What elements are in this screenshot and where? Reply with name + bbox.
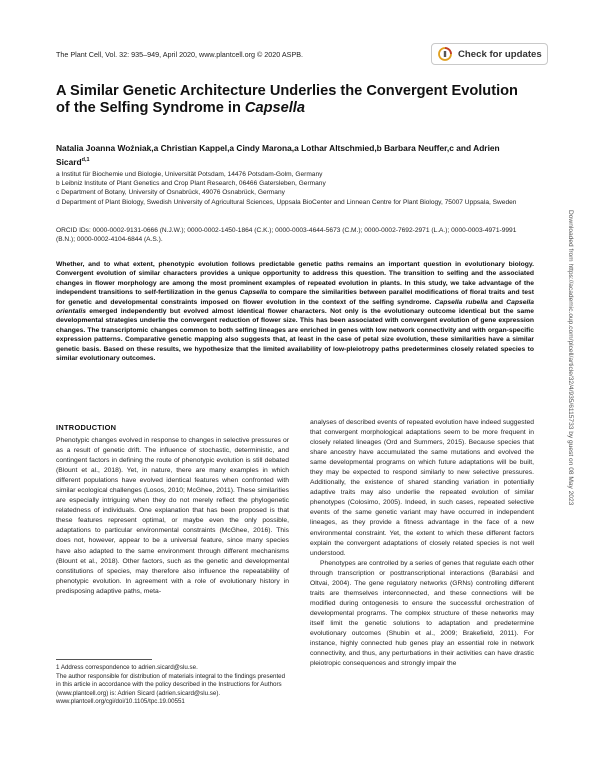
article-title: A Similar Genetic Architecture Underlies the Convergent Evolution of the Selfing Syndrome in Capsella xyxy=(56,83,518,116)
footnote-correspondence: 1 Address correspondence to adrien.sicard@slu.se. xyxy=(56,664,198,671)
check-updates-label: Check for updates xyxy=(458,48,542,60)
check-updates-icon xyxy=(438,47,452,61)
affiliation-a: a Institut für Biochemie und Biologie, Universität Potsdam, 14476 Potsdam-Golm, Germany xyxy=(56,171,323,178)
paragraph: analyses of described events of repeated evolution have indeed suggested that convergent morphological adaptations seem to be more frequent in closely related lineages (Ord and Summers, 2015). Because species that share ancestry have accumulated the same mutations and evolved the same developmental programs on which future adaptations will be built, they may be expected to respond similarly to new selective pressures. Additionally, the existence of shared standing variation in potentially adaptive traits may also underlie the repeated evolution of similar phenotypes (Colosimo, 2005). Indeed, in such cases, repeated selective events of the same genetic variant may have occurred in independent lineages, as they provide a fitness advantage in the face of a new environmental constraint. Yet, the extent to which these different factors explain the convergent adaptations of closely related species is not well understood. xyxy=(310,419,534,557)
journal-citation: The Plant Cell, Vol. 32: 935–949, April 2020, www.plantcell.org © 2020 ASPB. xyxy=(56,50,304,59)
affiliation-b: b Leibniz Institute of Plant Genetics and Crop Plant Research, 06466 Gatersleben, Germany xyxy=(56,180,326,188)
footnotes xyxy=(56,664,289,707)
footnote-materials: The author responsible for distribution of materials integral to the findings presented in this article in accordance with the policy described in the Instructions for Authors (www.plantcell.org) is: Adrien Sicard (adrien.sicard@slu.se). xyxy=(56,672,286,697)
affiliation-d: d Department of Plant Biology, Swedish University of Agricultural Sciences, Uppsala BioCenter and Linnean Centre for Plant Biology, 75007 Uppsala, Sweden xyxy=(56,198,517,206)
footnote-divider xyxy=(56,659,152,660)
affiliations xyxy=(56,170,534,207)
body-column-left xyxy=(56,436,289,597)
orcid-ids: ORCID IDs: 0000-0002-9131-0666 (N.J.W.); 0000-0002-1450-1864 (C.K.); 0000-0003-4644-5673 (C.M.); 0000-0002-7692-2971 (L.A.); 0000-0003-4971-9991 (B.N.); 0000-0002-4104-6844 (A.S.). xyxy=(56,227,517,244)
doi-link[interactable]: www.plantcell.org/cgi/doi/10.1105/tpc.19.00551 xyxy=(56,698,185,706)
abstract: Whether, and to what extent, phenotypic evolution follows predictable genetic paths remains an important question in evolutionary biology. Convergent evolution of similar characters provides a unique opportunity to address this question. The transition to selfing and the associated changes in flower morphology are among the most prominent examples of repeated evolution in plants. In this study, we take advantage of the independent transitions to self-fertilization in the genus Capsella to compare the similarities between parallel modifications of floral traits and test for genetic and developmental constraints imposed on flower evolution in the context of the selfing syndrome. Capsella rubella and Capsella orientalis emerged independently but evolved almost identical flower characters. Not only is the evolutionary outcome identical but the same developmental strategies underlie the convergent reduction of flower size. This has been associated with convergent evolution of gene expression changes. The transcriptomic changes common to both selfing lineages are enriched in genes with low network connectivity and with organ-specific expression patterns. Comparative genetic mapping also suggests that, at least in the case of petal size evolution, these similarities have a similar genetic basis. Based on these results, we hypothesize that the limited availability of low-pleiotropy paths predetermines closely related species to similar evolutionary outcomes. xyxy=(56,261,534,363)
section-heading-introduction: INTRODUCTION xyxy=(56,423,117,432)
download-watermark: Downloaded from https://academic.oup.com/plcell/article/32/4/935/6115733 by guest on 08 May 2023 xyxy=(567,210,574,506)
author-list: Natalia Joanna Woźniak,a Christian Kappel,a Cindy Marona,a Lothar Altschmied,b Barbara Neuffer,c and Adrien Sicard$^{d,1}$ xyxy=(56,143,500,167)
paragraph: Phenotypes are controlled by a series of genes that regulate each other through transcription or posttranscriptional interactions (Barabási and Oltvai, 2004). The gene regulatory networks (GRNs) controlling different traits are themselves interconnected, and these connections will be modified during ontogenesis to ensure the successful orchestration of developmental programs. The complex structure of these networks may itself limit the genetic solutions to adaptation and predetermine evolutionary outcomes (Shubin et al., 2009; Brakefield, 2011). For instance, highly connected hub genes play an essential role in network connectivity, and thus, any perturbations in their activities can have drastic pleiotropic consequences and strongly impair the xyxy=(310,559,534,668)
body-column-right xyxy=(310,418,534,669)
affiliation-c: c Department of Botany, University of Osnabrück, 49076 Osnabrück, Germany xyxy=(56,189,285,197)
paragraph: Phenotypic changes evolved in response to changes in selective pressures or as a result of genetic drift. The influence of stochastic, deterministic, and contingent factors in defining the route of phenotypic evolution is still debated (Blount et al., 2018). Yet, in nature, there are many examples in which different populations have evolved identical features when confronted with similar ecological challenges (Losos, 2010; McGhee, 2011). These similarities are especially intriguing when they do not merely reflect the phylogenetic relatedness of individuals. One explanation that has been proposed is that these features represent optimal, or maybe even the only possible, adaptations to particular environmental constraints (McGhee, 2016). This does not, however, appear to be a universal feature, since many species have also adapted to the same environment through different mechanisms (Blount et al., 2018). Other factors, such as the genetic and developmental constitutions of species, may therefore also influence the repeatability of phenotypic evolution. In agreement with a role of evolutionary history in predisposing adaptive paths, meta- xyxy=(56,437,289,595)
check-for-updates-button[interactable] xyxy=(431,43,548,65)
